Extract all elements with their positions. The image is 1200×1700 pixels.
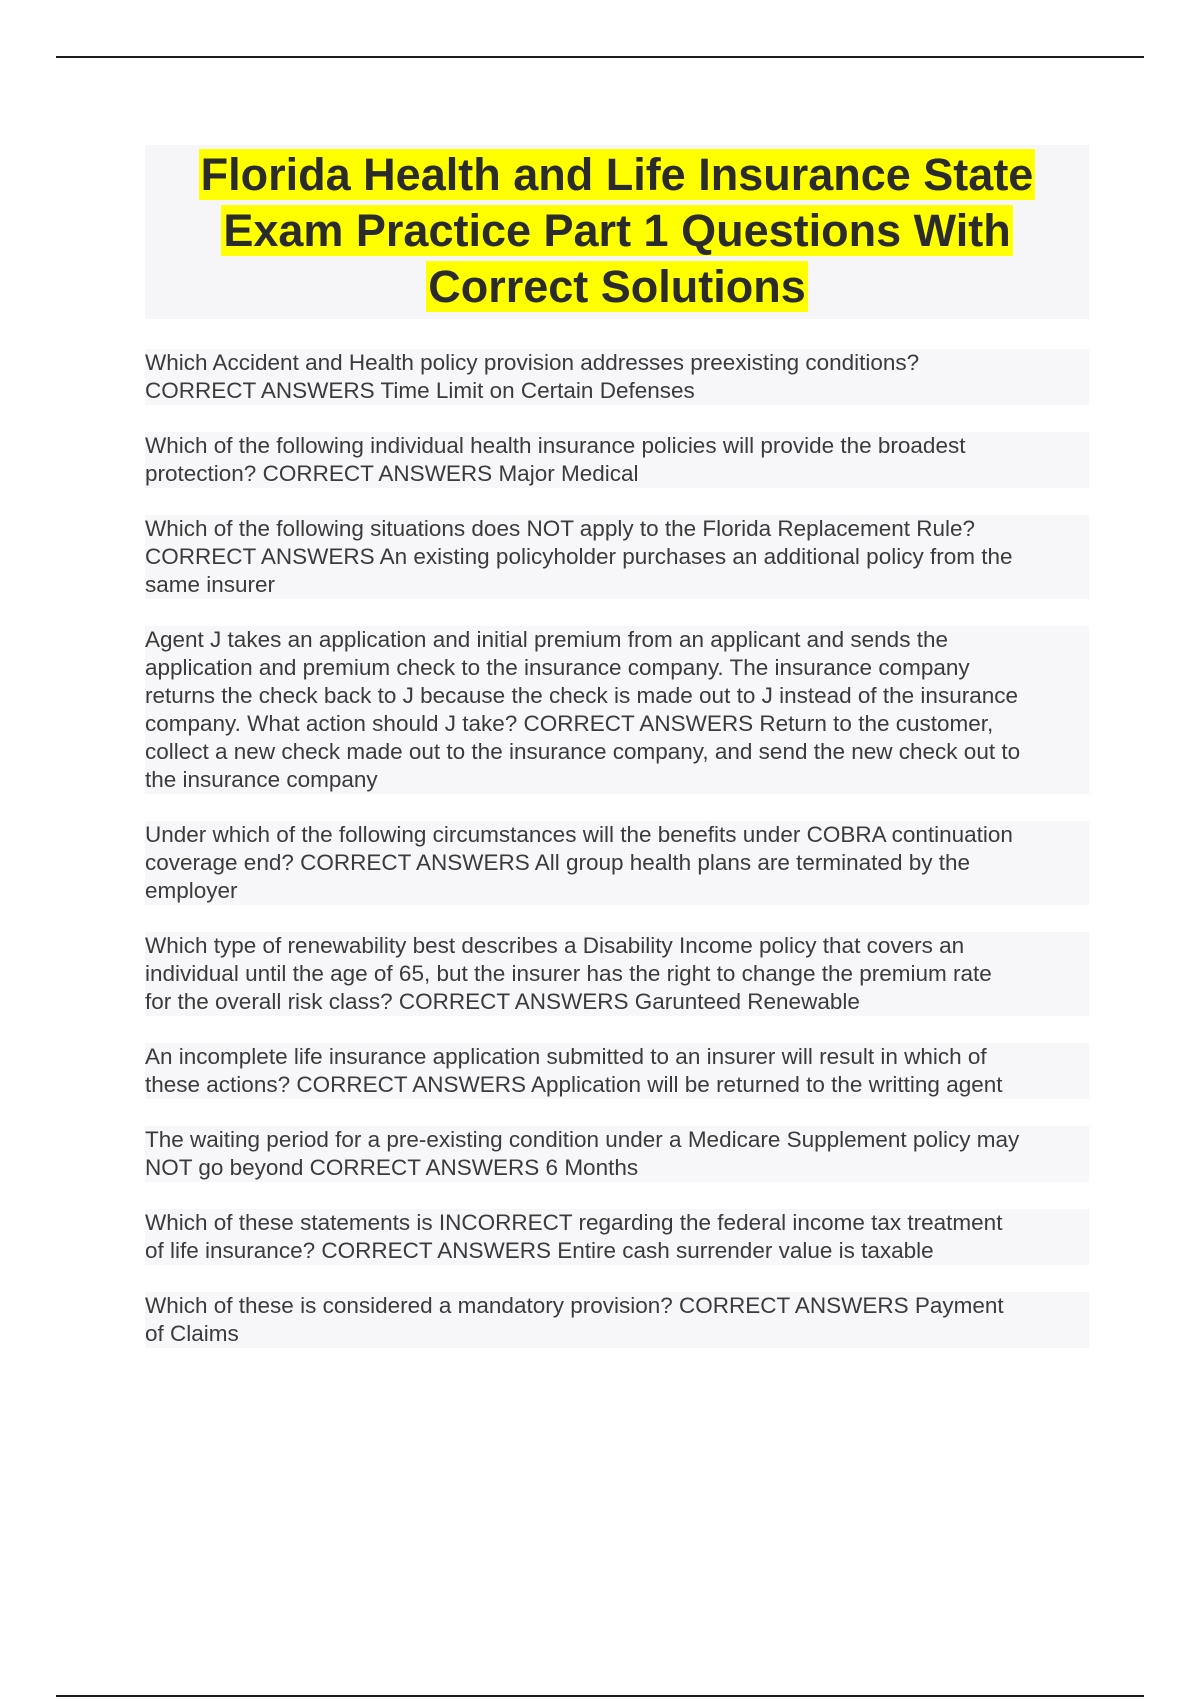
qa-line: application and premium check to the insurance company. The insurance company <box>145 655 970 680</box>
qa-line: Which of the following individual health insurance policies will provide the broadest <box>145 433 966 458</box>
document-title <box>145 145 1089 319</box>
qa-line: CORRECT ANSWERS An existing policyholder purchases an additional policy from the <box>145 544 1013 569</box>
qa-line: of life insurance? CORRECT ANSWERS Entire cash surrender value is taxable <box>145 1238 934 1263</box>
document-body <box>145 145 1089 1375</box>
qa-line: Agent J takes an application and initial premium from an applicant and sends the <box>145 627 948 652</box>
qa-line: Which of these is considered a mandatory provision? CORRECT ANSWERS Payment <box>145 1293 1004 1318</box>
question-answer-item <box>145 626 1089 794</box>
qa-line: NOT go beyond CORRECT ANSWERS 6 Months <box>145 1155 639 1180</box>
question-answer-item <box>145 932 1089 1016</box>
question-answer-item <box>145 1209 1089 1265</box>
qa-line: individual until the age of 65, but the insurer has the right to change the premium rate <box>145 961 992 986</box>
bottom-rule <box>56 1695 1144 1697</box>
qa-line: same insurer <box>145 572 276 597</box>
qa-line: employer <box>145 878 238 903</box>
question-answer-item <box>145 432 1089 488</box>
question-answer-item <box>145 349 1089 405</box>
qa-line: The waiting period for a pre-existing condition under a Medicare Supplement policy may <box>145 1127 1020 1152</box>
qa-line: Under which of the following circumstances will the benefits under COBRA continuation <box>145 822 1013 847</box>
qa-line: these actions? CORRECT ANSWERS Application will be returned to the writting agent <box>145 1072 1003 1097</box>
title-line: Correct Solutions <box>428 261 806 312</box>
qa-line: An incomplete life insurance application submitted to an insurer will result in which of <box>145 1044 987 1069</box>
qa-line: protection? CORRECT ANSWERS Major Medical <box>145 461 639 486</box>
qa-line: Which of these statements is INCORRECT regarding the federal income tax treatment <box>145 1210 1003 1235</box>
qa-line: company. What action should J take? CORRECT ANSWERS Return to the customer, <box>145 711 994 736</box>
qa-line: the insurance company <box>145 767 378 792</box>
qa-line: coverage end? CORRECT ANSWERS All group health plans are terminated by the <box>145 850 971 875</box>
qa-line: returns the check back to J because the check is made out to J instead of the insurance <box>145 683 1018 708</box>
question-answer-item <box>145 515 1089 599</box>
question-answer-item <box>145 1126 1089 1182</box>
qa-line: CORRECT ANSWERS Time Limit on Certain Defenses <box>145 378 695 403</box>
qa-line: collect a new check made out to the insurance company, and send the new check out to <box>145 739 1021 764</box>
question-answer-item <box>145 1043 1089 1099</box>
title-line: Exam Practice Part 1 Questions With <box>223 205 1011 256</box>
qa-line: for the overall risk class? CORRECT ANSWERS Garunteed Renewable <box>145 989 860 1014</box>
qa-line: Which type of renewability best describes a Disability Income policy that covers an <box>145 933 965 958</box>
question-answer-item <box>145 1292 1089 1348</box>
qa-line: of Claims <box>145 1321 239 1346</box>
qa-line: Which Accident and Health policy provision addresses preexisting conditions? <box>145 350 920 375</box>
qa-line: Which of the following situations does NOT apply to the Florida Replacement Rule? <box>145 516 976 541</box>
question-list <box>145 349 1089 1348</box>
question-answer-item <box>145 821 1089 905</box>
top-rule <box>56 56 1144 58</box>
title-line: Florida Health and Life Insurance State <box>200 149 1034 200</box>
